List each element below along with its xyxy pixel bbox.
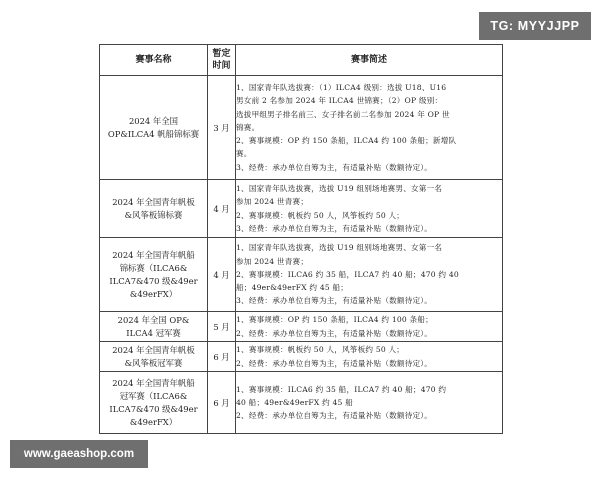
event-name-cell: [100, 76, 208, 180]
description-line: 2、经费：承办单位自筹为主，有适量补贴（数额待定）。: [236, 328, 433, 338]
event-name-cell: [100, 180, 208, 238]
competition-schedule-table: [99, 44, 503, 434]
event-time-cell: 3 月: [208, 76, 236, 180]
table-row: [100, 342, 503, 372]
event-description-cell: [236, 180, 503, 238]
table-row: [100, 238, 503, 312]
description-line: 1、赛事规模：OP 约 150 条船，ILCA4 约 100 条船；: [236, 315, 433, 325]
event-name-line: &风筝板冠军赛: [124, 357, 183, 368]
event-description-cell: [236, 372, 503, 434]
description-line: 2、经费：承办单位自筹为主，有适量补贴（数额待定）。: [236, 358, 433, 368]
description-line: 选拔甲组男子排名前三、女子排名前二名参加 2024 年 OP 世: [236, 109, 450, 119]
event-name-line: 2024 年全国 OP&: [117, 314, 190, 325]
event-time-cell: 6 月: [208, 372, 236, 434]
event-name-line: 冠军赛（ILCA6&: [119, 390, 188, 401]
description-line: 3、经费：承办单位自筹为主，有适量补贴（数额待定）。: [236, 162, 433, 172]
header-tentative-time: 暂定 时间: [208, 45, 236, 76]
event-time-cell: 6 月: [208, 342, 236, 372]
description-line: 参加 2024 世青赛；: [236, 197, 309, 207]
description-line: 1、国家青年队选拔赛，选拔 U19 组别场地赛男、女第一名: [236, 243, 443, 253]
header-event-name: 赛事名称: [100, 45, 208, 76]
event-name-cell: [100, 372, 208, 434]
event-time-cell: 4 月: [208, 180, 236, 238]
event-name-line: 2024 年全国青年帆板: [112, 344, 195, 355]
description-line: 男女前 2 名参加 2024 年 ILCA4 世锦赛；（2）OP 级别：: [236, 96, 443, 106]
event-name-line: 2024 年全国青年帆船: [112, 249, 195, 260]
table-body: [100, 76, 503, 434]
table-row: [100, 180, 503, 238]
description-line: 1、赛事规模：帆板约 50 人，风筝板约 50 人；: [236, 345, 405, 355]
description-line: 赛。: [236, 149, 252, 159]
header-event-description: 赛事简述: [236, 45, 503, 76]
event-name-line: 2024 年全国: [128, 115, 179, 126]
description-line: 2、赛事规模：ILCA6 约 35 船，ILCA7 约 40 船；470 约 40: [236, 269, 459, 279]
description-line: 参加 2024 世青赛；: [236, 256, 309, 266]
event-name-line: &49erFX）: [129, 288, 178, 299]
event-name-line: 2024 年全国青年帆船: [112, 377, 195, 388]
event-name-cell: [100, 312, 208, 342]
description-line: 锦赛。: [236, 122, 260, 132]
table-row: [100, 312, 503, 342]
event-description-cell: [236, 312, 503, 342]
description-line: 1、国家青年队选拔赛，选拔 U19 组别场地赛男、女第一名: [236, 184, 443, 194]
description-line: 1、赛事规模：ILCA6 约 35 船，ILCA7 约 40 船；470 约: [236, 384, 447, 394]
event-description-cell: [236, 342, 503, 372]
table-row: [100, 76, 503, 180]
event-name-line: 2024 年全国青年帆板: [112, 196, 195, 207]
event-name-line: ILCA7&470 级&49er: [109, 403, 198, 414]
watermark-tg: TG: MYYJJPP: [479, 12, 591, 40]
watermark-website: www.gaeashop.com: [10, 440, 148, 468]
description-line: 2、经费：承办单位自筹为主，有适量补贴（数额待定）。: [236, 411, 433, 421]
event-name-line: &49erFX）: [129, 416, 178, 427]
description-line: 3、经费：承办单位自筹为主，有适量补贴（数额待定）。: [236, 296, 433, 306]
event-name-line: ILCA4 冠军赛: [126, 327, 181, 338]
event-description-cell: [236, 76, 503, 180]
description-line: 3、经费：承办单位自筹为主，有适量补贴（数额待定）。: [236, 223, 433, 233]
event-time-cell: 5 月: [208, 312, 236, 342]
event-name-line: OP&ILCA4 帆船锦标赛: [107, 128, 200, 139]
description-line: 2、赛事规模：帆板约 50 人，风筝板约 50 人；: [236, 210, 405, 220]
event-name-line: ILCA7&470 级&49er: [109, 275, 198, 286]
table-row: [100, 372, 503, 434]
description-line: 船；49er&49erFX 约 45 船；: [236, 283, 349, 293]
event-name-line: 锦标赛（ILCA6&: [119, 262, 188, 273]
description-line: 40 船；49er&49erFX 约 45 船: [236, 397, 353, 407]
event-name-cell: [100, 238, 208, 312]
event-name-cell: [100, 342, 208, 372]
description-line: 1、国家青年队选拔赛：（1）ILCA4 级别：选拔 U18、U16: [236, 83, 447, 93]
event-time-cell: 4 月: [208, 238, 236, 312]
event-name-line: &风筝板锦标赛: [124, 209, 183, 220]
description-line: 2、赛事规模：OP 约 150 条船，ILCA4 约 100 条船；新增队: [236, 136, 457, 146]
event-description-cell: [236, 238, 503, 312]
table-header-row: [100, 45, 503, 76]
